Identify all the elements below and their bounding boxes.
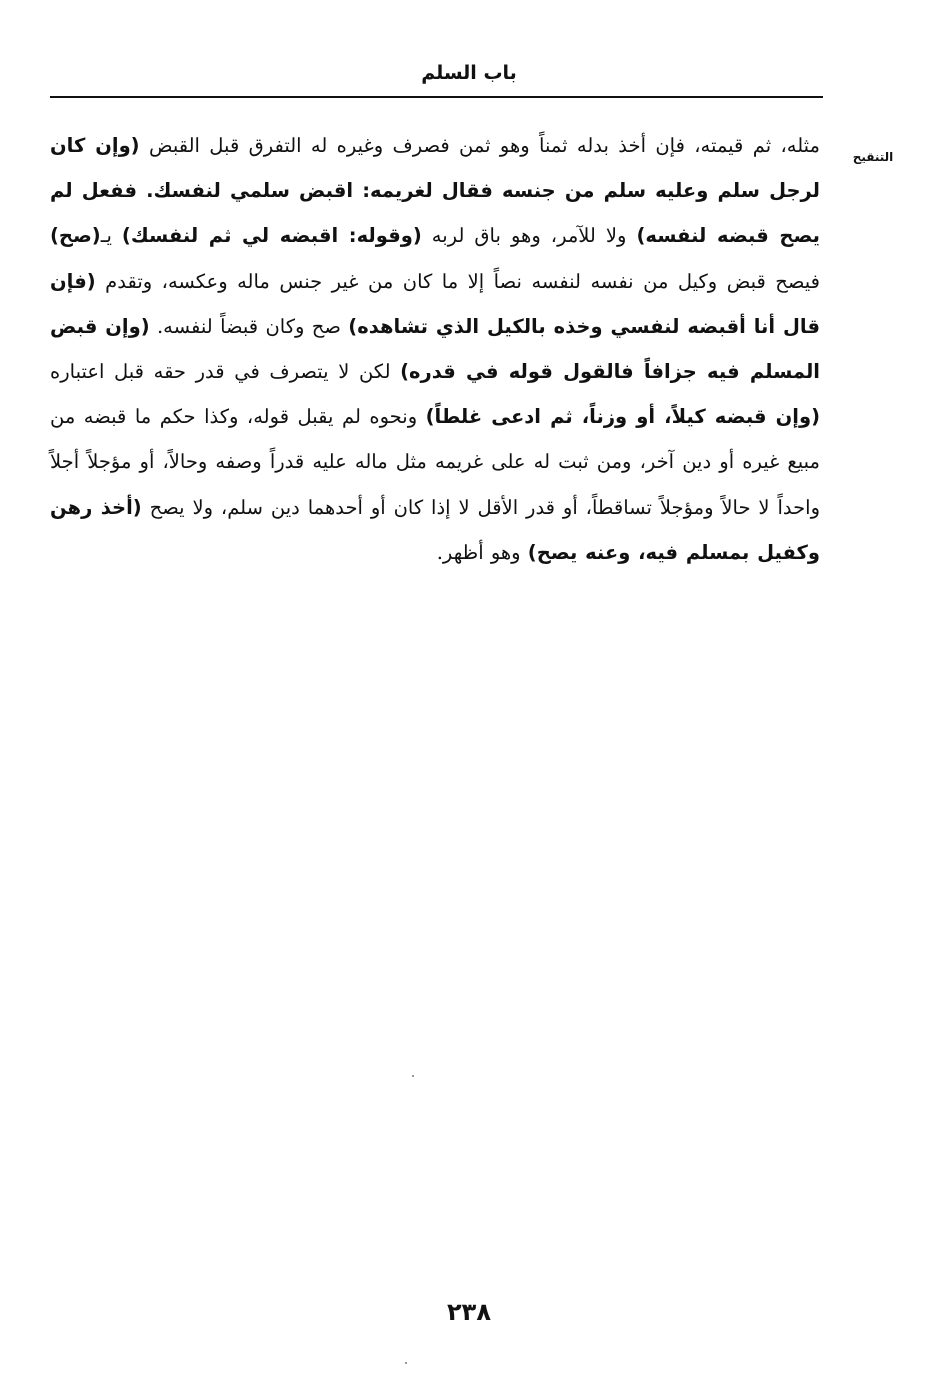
margin-label: التنقيح xyxy=(852,150,894,164)
matn-segment: (وإن قبضه كيلاً، أو وزناً، ثم ادعى غلطاً) xyxy=(425,405,821,429)
header-divider xyxy=(50,96,823,98)
running-header: باب السلم xyxy=(421,62,517,84)
matn-segment: (صح) xyxy=(50,224,101,248)
matn-segment: (وإن قبض المسلم فيه جزافاً فالقول قوله في قدره) xyxy=(50,314,820,384)
text-segment: يـ xyxy=(100,224,122,248)
text-segment: لكن لا يتصرف في قدر حقه قبل اعتباره xyxy=(50,360,401,384)
text-segment: صح وكان قبضاً لنفسه. xyxy=(149,314,349,338)
scan-speck xyxy=(412,1075,414,1077)
main-text-block xyxy=(50,123,820,575)
matn-segment: (فإن قال أنا أقبضه لنفسي وخذه بالكيل الذي تشاهده) xyxy=(50,269,820,338)
text-segment: وهو أظهر. xyxy=(436,540,528,564)
text-segment: مثله، ثم قيمته، فإن أخذ بدله ثمناً وهو ثمن فصرف وغيره له التفرق قبل القبض xyxy=(139,134,820,157)
matn-segment: (أخذ رهن وكفيل بمسلم فيه، وعنه يصح) xyxy=(50,495,820,564)
matn-segment: (وقوله: اقبضه لي ثم لنفسك) xyxy=(121,224,422,248)
page-number: ٢٣٨ xyxy=(447,1298,491,1326)
text-segment: فيصح قبض وكيل من نفسه لنفسه نصاً إلا ما كان من غير جنس ماله وعكسه، وتقدم xyxy=(95,269,820,293)
text-segment: ولا للآمر، وهو باق لربه xyxy=(421,224,637,248)
matn-segment: (وإن كان لرجل سلم وعليه سلم من جنسه فقال لغريمه: اقبض سلمي لنفسك. ففعل لم يصح قبضه لنفسه) xyxy=(50,134,820,248)
text-segment: ونحوه لم يقبل قوله، وكذا حكم ما قبضه من مبيع غيره أو دين آخر، ومن ثبت له على غريمه مثل ماله عليه قدراً وصفه وحالاً، أو مؤجلاً أجلاً واحداً لا حالاً ومؤجلاً تساقطاً، أو قدر الأقل لا إذا كان أو أحدهما دين سلم، ولا يصح xyxy=(50,405,821,519)
scan-speck xyxy=(405,1362,407,1364)
